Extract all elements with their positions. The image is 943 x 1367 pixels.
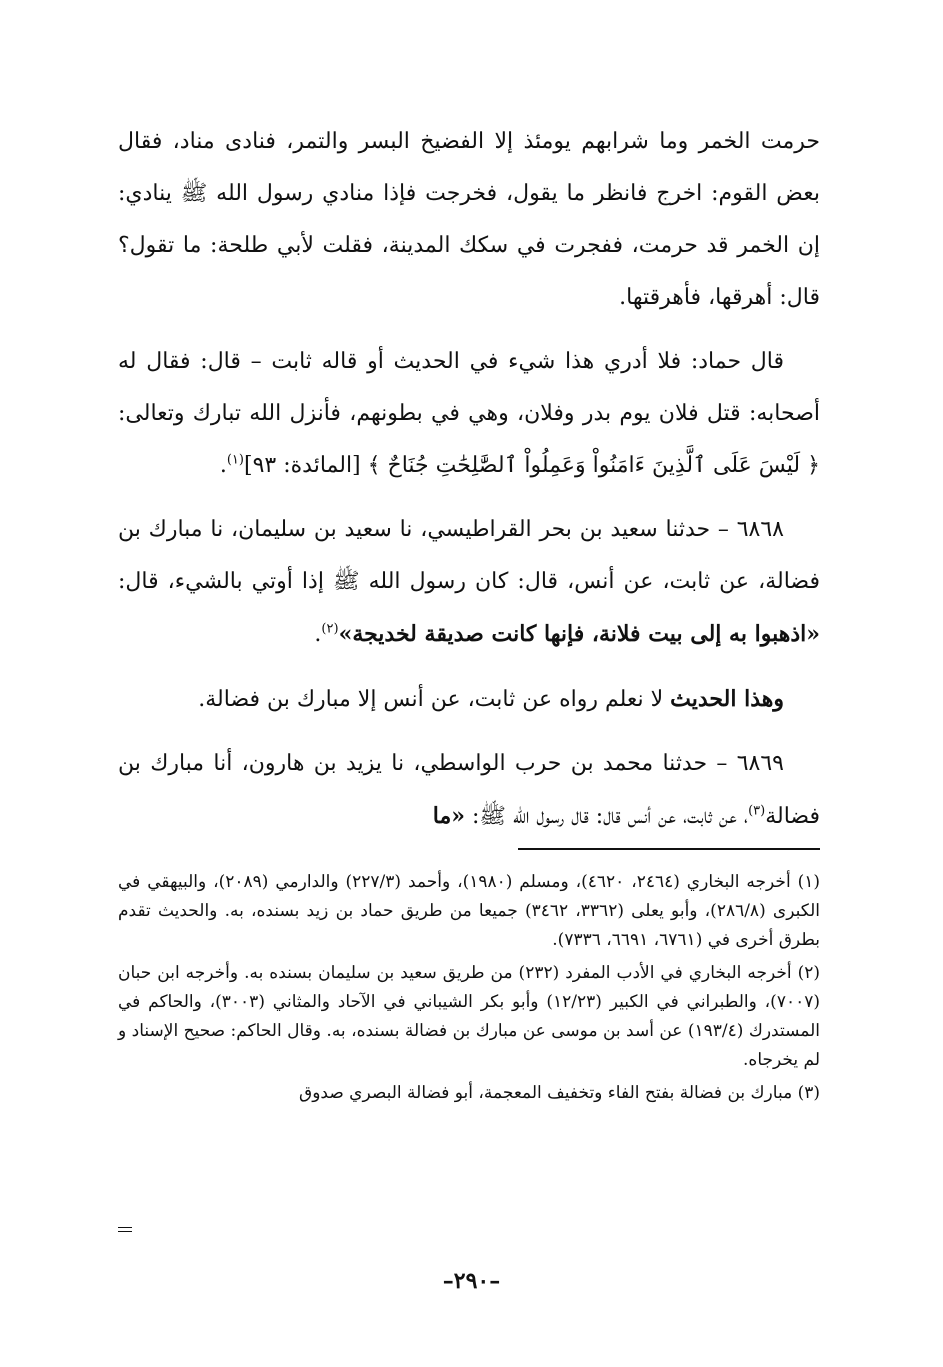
main-text xyxy=(118,116,820,855)
hadith-6869-quote-start: «ما xyxy=(432,803,465,829)
hadith-6868: ٦٨٦٨ – حدثنا سعيد بن بحر القراطيسي، نا سعيد بن سليمان، نا مبارك بن فضالة، عن ثابت، عن أنس، قال: كان رسول الله ﷺ إذا أوتي بالشيء، قال: «اذهبوا به إلى بيت فلانة، فإنها كانت صديقة لخديجة»$^{(٢)}$. xyxy=(118,517,820,647)
paragraph-2-text: قال حماد: فلا أدري هذا شيء في الحديث أو قاله ثابت – قال: فقال له أصحابه: قتل فلان يوم بدر وفلان، وهي في بطونهم، فأنزل الله تبارك وتعالى: ﴿ لَيْسَ عَلَى ٱلَّذِينَ ءَامَنُواْ وَعَمِلُواْ ٱلصَّٰلِحَٰتِ جُنَاحٌ ﴾ [المائدة: ٩٣] xyxy=(118,349,820,478)
hadith-6868-quote: «اذهبوا به إلى بيت فلانة، فإنها كانت صديقة لخديجة» xyxy=(338,621,820,647)
hadith-6869 xyxy=(118,738,820,843)
commentary xyxy=(118,673,820,726)
footnote-ref-1: (١) xyxy=(226,452,244,468)
footnote-ref-3: (٣) xyxy=(748,803,766,819)
commentary-lead: وهذا الحديث xyxy=(670,686,784,712)
page-number: –٢٩٠– xyxy=(442,1268,501,1294)
paragraph-1-text: حرمت الخمر وما شرابهم يومئذ إلا الفضيخ البسر والتمر، فنادى مناد، فقال بعض القوم: اخرج فانظر ما يقول، فخرجت فإذا منادي رسول الله ﷺ ينادي: إن الخمر قد حرمت، ففجرت في سكك المدينة، فقلت لأبي طلحة: ما تقول؟ قال: أهرقها، فأهرقتها. xyxy=(118,129,820,310)
footnote-1: (١) أخرجه البخاري (٢٤٦٤، ٤٦٢٠)، ومسلم (١٩٨٠)، وأحمد (٢٢٧/٣) والدارمي (٢٠٨٩)، والبيهقي في الكبرى (٢٨٦/٨)، وأبو يعلى (٣٣٦٢، ٣٤٦٢) جميعا من طريق حماد بن زيد بسنده، به. والحديث تقدم بطرق أخرى في (٦٧٦١، ٦٦٩١، ٧٣٣٦). xyxy=(118,872,821,950)
hadith-6869-text-cont: ، عن ثابت، عن أنس قال: قال رسول الله ﷺ: xyxy=(464,804,749,829)
footnote-ref-2: (٢) xyxy=(321,621,339,637)
hadith-6869-text: ٦٨٦٩ – حدثنا محمد بن حرب الواسطي، نا يزيد بن هارون، أنا مبارك بن فضالة xyxy=(118,751,820,829)
footnotes xyxy=(118,868,820,1112)
footnote-separator xyxy=(518,848,820,850)
commentary-text: لا نعلم رواه عن ثابت، عن أنس إلا مبارك بن فضالة. xyxy=(198,687,671,712)
paragraph-2: قال حماد: فلا أدري هذا شيء في الحديث أو قاله ثابت – قال: فقال له أصحابه: قتل فلان يوم بدر وفلان، وهي في بطونهم، فأنزل الله تبارك وتعالى: ﴿ لَيْسَ عَلَى ٱلَّذِينَ ءَامَنُواْ وَعَمِلُواْ ٱلصَّٰلِحَٰتِ جُنَاحٌ ﴾ [المائدة: ٩٣]$^{(١)}$. xyxy=(118,349,820,478)
continuation-mark xyxy=(118,1227,132,1232)
paragraph-1 xyxy=(118,116,820,324)
hadith-6868-text: ٦٨٦٨ – حدثنا سعيد بن بحر القراطيسي، نا سعيد بن سليمان، نا مبارك بن فضالة، عن ثابت، عن أنس، قال: كان رسول الله ﷺ إذا أوتي بالشيء، قال: xyxy=(118,517,820,594)
footnote-2: (٢) أخرجه البخاري في الأدب المفرد (٢٣٢) من طريق سعيد بن سليمان بسنده به. وأخرجه ابن حبان (٧٠٠٧)، والطبراني في الكبير (١٢/٢٣) وأبو بكر الشيباني في الآحاد والمثاني (٣٠٠٣)، والحاكم في المستدرك (١٩٣/٤) عن أسد بن موسى عن مبارك بن فضالة بسنده، به. وقال الحاكم: صحيح الإسناد و لم يخرجاه. xyxy=(118,963,821,1070)
footnote-3: (٣) مبارك بن فضالة بفتح الفاء وتخفيف المعجمة، أبو فضالة البصري صدوق xyxy=(299,1083,820,1103)
